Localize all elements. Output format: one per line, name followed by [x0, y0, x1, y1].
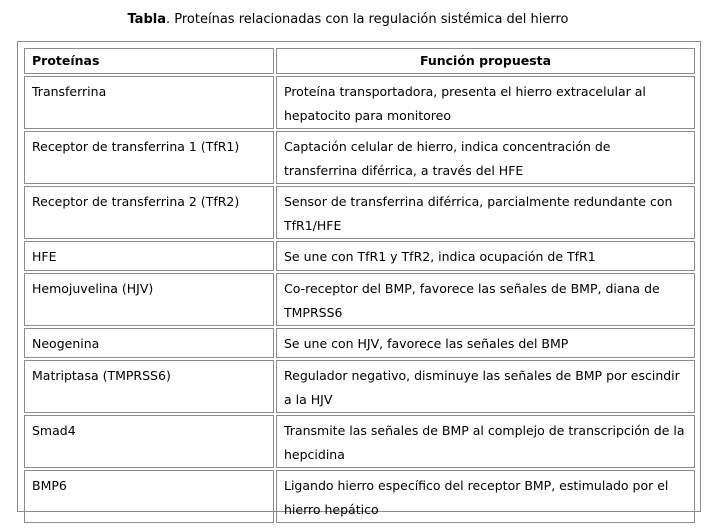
header-function: Función propuesta: [276, 48, 695, 74]
protein-cell: Matriptasa (TMPRSS6): [24, 360, 274, 413]
protein-cell: Receptor de transferrina 1 (TfR1): [24, 131, 274, 184]
table-row: [24, 470, 695, 523]
function-cell: Sensor de transferrina diférrica, parcialmente redundante con TfR1/HFE: [276, 186, 695, 239]
table-row: [24, 186, 695, 239]
protein-cell: HFE: [24, 241, 274, 271]
proteins-table: [22, 46, 697, 525]
protein-cell: Receptor de transferrina 2 (TfR2): [24, 186, 274, 239]
protein-cell: Neogenina: [24, 328, 274, 358]
function-cell: Proteína transportadora, presenta el hierro extracelular al hepatocito para monitoreo: [276, 76, 695, 129]
protein-cell: Transferrina: [24, 76, 274, 129]
protein-cell: Hemojuvelina (HJV): [24, 273, 274, 326]
function-cell: Captación celular de hierro, indica concentración de transferrina diférrica, a través del HFE: [276, 131, 695, 184]
protein-cell: BMP6: [24, 470, 274, 523]
table-row: [24, 360, 695, 413]
function-cell: Regulador negativo, disminuye las señales de BMP por escindir a la HJV: [276, 360, 695, 413]
protein-cell: Smad4: [24, 415, 274, 468]
table-header-row: [24, 48, 695, 74]
function-cell: Ligando hierro específico del receptor BMP, estimulado por el hierro hepático: [276, 470, 695, 523]
caption-text: . Proteínas relacionadas con la regulación sistémica del hierro: [165, 12, 569, 27]
table-row: [24, 241, 695, 271]
function-cell: Co-receptor del BMP, favorece las señales de BMP, diana de TMPRSS6: [276, 273, 695, 326]
table-row: [24, 328, 695, 358]
function-cell: Se une con TfR1 y TfR2, indica ocupación de TfR1: [276, 241, 695, 271]
proteins-table-frame: [17, 41, 701, 517]
function-cell: Transmite las señales de BMP al complejo de transcripción de la hepcidina: [276, 415, 695, 468]
header-proteins: Proteínas: [24, 48, 274, 74]
function-cell: Se une con HJV, favorece las señales del BMP: [276, 328, 695, 358]
table-row: [24, 273, 695, 326]
table-row: [24, 131, 695, 184]
table-row: [24, 415, 695, 468]
caption-label: Tabla: [127, 12, 166, 27]
table-row: [24, 76, 695, 129]
table-caption: [0, 11, 696, 29]
